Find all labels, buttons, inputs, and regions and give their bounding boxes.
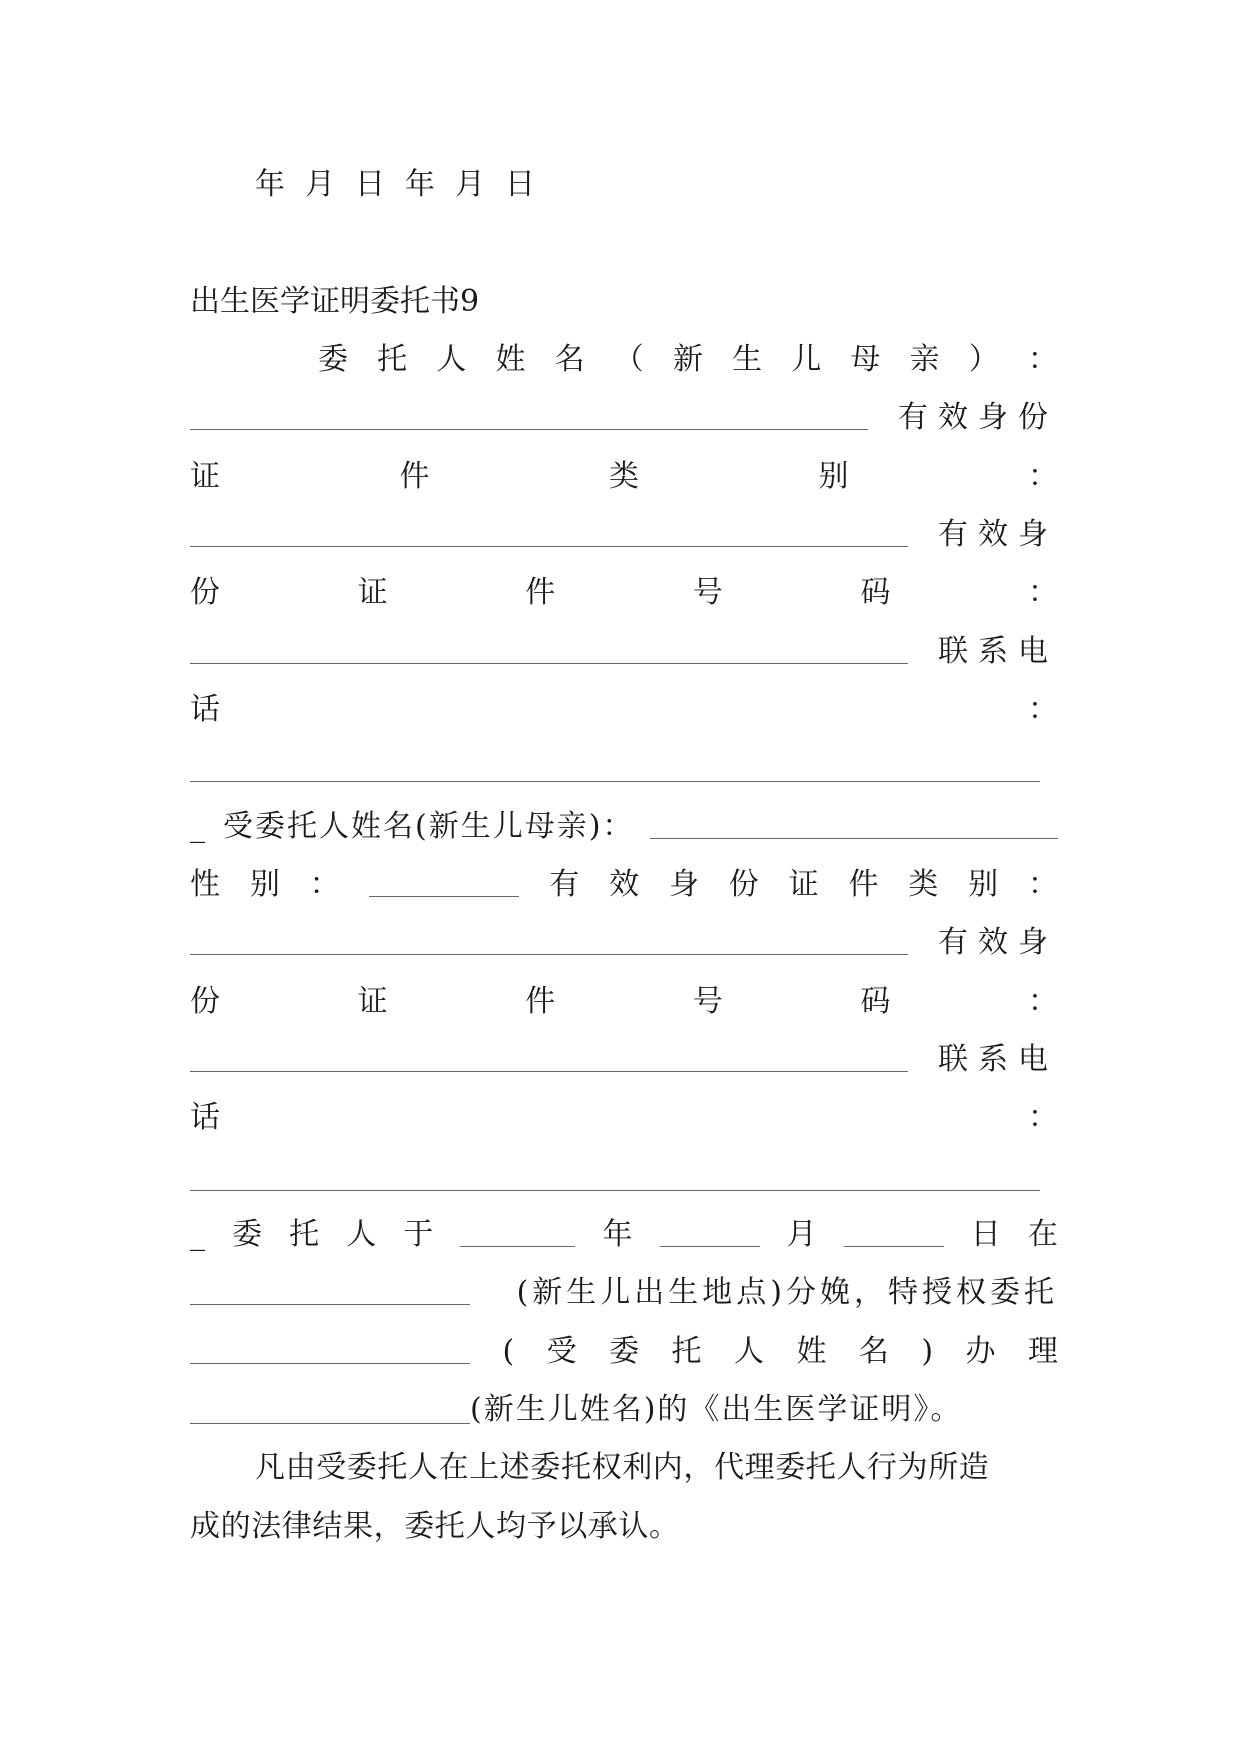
date-year-2: 年: [405, 167, 435, 202]
principal-name-field[interactable]: [190, 401, 868, 430]
agent-phone-field[interactable]: [190, 1162, 1040, 1191]
agent-handle-line: ( 受 委 托 人 姓 名 ) 办 理: [190, 1332, 1058, 1372]
agent-handle-field[interactable]: [190, 1335, 470, 1364]
agent-phone-tail: 联系电: [938, 1042, 1058, 1077]
date-line: [255, 165, 545, 205]
phone-field[interactable]: [190, 753, 1040, 782]
birth-place-field[interactable]: [190, 1276, 470, 1305]
statement-year-field[interactable]: [460, 1218, 575, 1247]
agent-id-no-line: [190, 1040, 1058, 1080]
date-year-1: 年: [255, 167, 285, 202]
baby-name-field[interactable]: [190, 1395, 470, 1424]
date-month-2: 月: [455, 167, 485, 202]
statement-day-field[interactable]: [844, 1218, 944, 1247]
baby-name-line: [190, 1390, 1058, 1430]
agent-id-no-tail: 有效身: [938, 925, 1058, 960]
agent-name-line: [190, 807, 1058, 847]
closing-paragraph-2: 成的法律结果，委托人均予以承认。: [190, 1509, 680, 1544]
gender-line: 性 别 ： 有 效 身 份 证 件 类 别 ：: [190, 867, 1058, 902]
statement-lead-mark: _: [190, 1217, 205, 1252]
agent-id-type-field[interactable]: [190, 926, 908, 955]
agent-phone-line: [190, 1157, 1058, 1197]
place-line: [190, 1273, 1058, 1313]
id-type-field[interactable]: [190, 518, 908, 547]
agent-phone-label: 话 ：: [190, 1100, 1058, 1135]
id-type-tail: 有效身份: [898, 400, 1058, 435]
date-day-2: 日: [505, 167, 535, 202]
id-type-line: [190, 515, 1058, 555]
closing-paragraph-1: 凡由受委托人在上述委托权利内，代理委托人行为所造: [255, 1450, 990, 1485]
agent-id-type-line: [190, 923, 1058, 963]
agent-name-field[interactable]: [650, 810, 1058, 839]
document-title: 出生医学证明委托书9: [190, 284, 480, 319]
phone-line: [190, 748, 1058, 788]
agent-lead-mark: _: [190, 809, 205, 844]
agent-id-no-label: 份 证 件 号 码 ：: [190, 984, 1058, 1019]
date-day-1: 日: [355, 167, 385, 202]
id-no-tail: 有效身: [938, 517, 1058, 552]
agent-name-label: 受委托人姓名(新生儿母亲)：: [223, 809, 635, 844]
id-type-label: 证 件 类 别 ：: [190, 459, 1058, 494]
phone-label: 话 ：: [190, 692, 1058, 727]
statement-month-field[interactable]: [660, 1218, 760, 1247]
baby-text: (新生儿姓名)的《出生医学证明》。: [470, 1392, 963, 1427]
id-no-field[interactable]: [190, 635, 908, 664]
date-month-1: 月: [305, 167, 335, 202]
id-no-label: 份 证 件 号 码 ：: [190, 575, 1058, 610]
gender-field[interactable]: [369, 868, 519, 897]
agent-id-no-field[interactable]: [190, 1043, 908, 1072]
phone-tail: 联系电: [938, 634, 1058, 669]
principal-heading: 委 托 人 姓 名 （ 新 生 儿 母 亲 ） ：: [318, 342, 1058, 377]
statement-line: _ 委 托 人 于 年 月 日 在: [190, 1215, 1058, 1255]
id-no-line: [190, 632, 1058, 672]
principal-name-line: [190, 398, 1058, 438]
place-text: (新生儿出生地点)分娩，特授权委托: [516, 1275, 1058, 1310]
